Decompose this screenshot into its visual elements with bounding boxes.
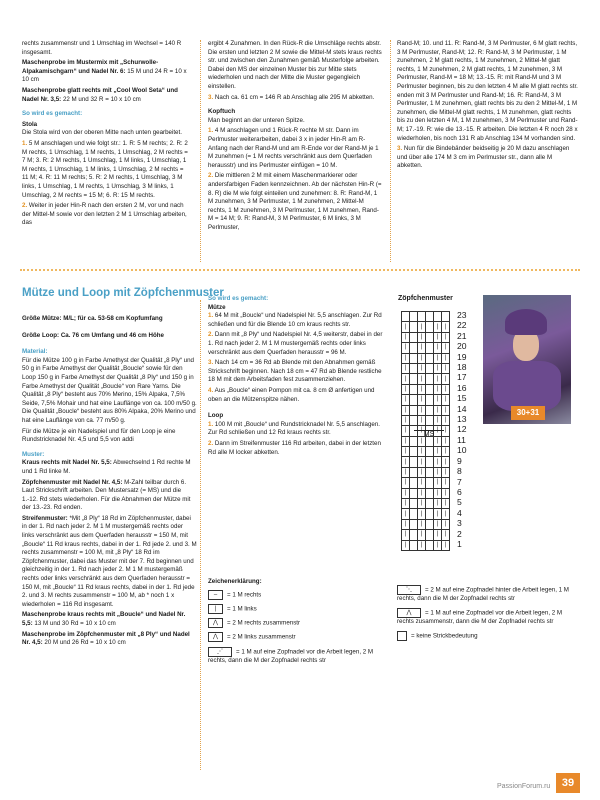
chart-cell	[426, 478, 434, 488]
chart-cell	[426, 447, 434, 457]
chart-cell	[426, 353, 434, 363]
chart-row	[402, 312, 450, 322]
paragraph: Rand-M; 10. und 11. R: Rand-M, 3 M Perlmuster, 6 M glatt rechts, 3 M Perlmuster, Rand-M; 12. R: Rand-M, 3 M Perlmuster, 1 M zunehmen, 2 M glatt rechts, 1 M zunehmen, 2 Mittel-M glatt rechts, 1 M zunehmen, 2 M glatt rechts, 1 M zunehmen, 3 M Perlmuster, Rand-M = 18 M; 13.-15. R: mit Rand-M und 3 M Perlmuster beginnen, bis zu den letzten 4 M alle M glatt rechts str. enden mit 3 M Perlmuster und Rand-M; 16. R: Rand-M, 3 M Perlmuster, 1 M zunehmen, glatt rechts bis zu den 2 Mittel-M, 1 M zunehmen, die Mittel-M glatt rechts, 1 M zunehmen, glatt rechts bis zu den letzten 4 M, 1 M zunehmen, 3 M Perlmuster und Rand-M; 17.-19. R: wie die 13.-15. R arbeiten. Die letzten 4 R noch 28 x wiederholen, bis noch 131 R ab Anschlag 134 M vorhanden sind.	[397, 40, 578, 142]
scarf-shape	[493, 361, 561, 411]
chart-cell	[442, 312, 450, 322]
section-heading: So wird es gemacht:	[22, 110, 83, 118]
chart-cell: |	[442, 374, 450, 384]
chart-cell	[410, 332, 418, 342]
chart-cell: |	[434, 426, 442, 436]
top-column-2	[208, 40, 383, 234]
chart-row-number: 18	[457, 362, 467, 373]
pattern-text: Abwechselnd 1 Rd rechte M und 1 Rd linke M.	[22, 459, 191, 475]
chart-cell: |	[442, 509, 450, 519]
step-number: 3.	[208, 93, 214, 101]
chart-cell: |	[434, 540, 442, 550]
chart-cell: |	[434, 322, 442, 332]
empty-square-icon	[397, 631, 407, 641]
chart-row-number: 23	[457, 310, 467, 320]
chart-cell: |	[418, 457, 426, 467]
chart-cell: |	[418, 519, 426, 529]
legend-right	[397, 585, 577, 643]
chart-cell	[426, 530, 434, 540]
chart-cell: |	[442, 395, 450, 405]
chart-row-number: 5	[457, 497, 462, 508]
chart-row-number: 14	[457, 403, 467, 414]
chart-row-number: 21	[457, 330, 467, 341]
column-divider	[390, 40, 391, 262]
step-number: 2.	[208, 439, 214, 447]
chart-cell: |	[434, 478, 442, 488]
step-text: Dann mit „8 Ply“ und Nadelspiel Nr. 4,5 weiterstr, dabei in der 1. Rd nach jeder 2. M 1 M mustergemäß rechts oder links verschränkt aus dem Querfaden herausstr = 96 M.	[208, 331, 383, 356]
chart-cell: |	[402, 353, 410, 363]
material-heading: Material:	[22, 348, 48, 356]
chart-cell	[410, 499, 418, 509]
step-text: Nach ca. 61 cm = 146 R ab Anschlag alle 295 M abketten.	[214, 93, 375, 101]
photo-badge: 30+31	[511, 406, 545, 420]
chart-cell: |	[442, 478, 450, 488]
legend-text: = keine Strickbedeutung	[411, 632, 478, 640]
chart-cell	[426, 499, 434, 509]
chart-cell	[426, 374, 434, 384]
chart-cell: |	[442, 353, 450, 363]
chart-cell: |	[402, 415, 410, 425]
chart-row	[402, 405, 450, 415]
chart-cell: |	[434, 509, 442, 519]
chart-row-number: 19	[457, 351, 467, 362]
chart-row	[402, 509, 450, 519]
step-text: 100 M mit „Boucle“ und Rundstricknadel Nr. 5,5 anschlagen. Zur Rd schließen und 12 Rd kraus rechts str.	[208, 420, 380, 437]
chart-cell	[426, 312, 434, 322]
chart-cell: |	[418, 509, 426, 519]
chart-row	[402, 530, 450, 540]
chart-cell: |	[434, 436, 442, 446]
chart-cell: |	[434, 353, 442, 363]
chart-cell: |	[434, 374, 442, 384]
chart-cell: |	[418, 499, 426, 509]
chart-cell: |	[418, 530, 426, 540]
chart-cell	[410, 540, 418, 550]
legend-symbol-icon: ⋀	[208, 632, 223, 642]
chart-cell: |	[442, 540, 450, 550]
subheading: Mütze	[208, 303, 226, 311]
legend-symbol-icon: |	[208, 604, 223, 614]
chart-cell: |	[442, 343, 450, 353]
chart-cell: |	[402, 332, 410, 342]
subheading: Kopftuch	[208, 108, 236, 116]
muster-heading: Muster:	[22, 450, 45, 458]
chart-cell	[426, 363, 434, 373]
chart-cell: |	[442, 457, 450, 467]
chart-cell	[426, 322, 434, 332]
subheading: Loop	[208, 412, 224, 420]
top-column-3	[397, 40, 578, 173]
chart-cell	[410, 488, 418, 498]
pattern-label: Zöpfchenmuster mit Nadel Nr. 4,5:	[22, 478, 123, 486]
chart-row-number: 2	[457, 528, 462, 539]
size-info: Größe Mütze: M/L; für ca. 53-58 cm Kopfumfang	[22, 315, 163, 322]
chart-row-number: 7	[457, 476, 462, 487]
legend-text: = 1 M auf eine Zopfnadel vor die Arbeit legen, 2 M rechts, dann die M der Zopfnadel rechts str	[208, 648, 374, 664]
chart-cell	[410, 457, 418, 467]
step-text: Nun für die Bindebänder beidseitig je 20 M dazu anschlagen und über alle 174 M 3 cm im Perlmuster str., dann alle M abketten.	[397, 145, 570, 170]
gauge-label: Maschenprobe kraus rechts mit „Boucle“ und Nadel Nr. 5,5:	[22, 611, 186, 627]
chart-cell	[410, 353, 418, 363]
chart-cell: |	[402, 405, 410, 415]
chart-cell	[410, 322, 418, 332]
chart-cell: |	[418, 332, 426, 342]
chart-cell	[410, 405, 418, 415]
chart-cell: |	[402, 488, 410, 498]
chart-cell	[410, 395, 418, 405]
chart-cell	[426, 384, 434, 394]
step-number: 1.	[208, 312, 214, 320]
chart-cell	[410, 509, 418, 519]
chart-cell: |	[418, 540, 426, 550]
step-text: 5 M anschlagen und wie folgt str.: 1. R: 5 M rechts; 2. R: 2 M rechts, 1 Umschlag, 1 M rechts, 1 Umschlag, 2 M rechts = 7 M; 3. R: 2 M rechts, 1 Umschlag, 1 M links, 1 Umschlag, 1 M rechts, 1 Umschlag, 1 M links, 1 Umschlag, 2 M rechts = 11 M; 4. R: 11 M rechts; 5. R: 2 M rechts, 1 Umschlag, 3 M links, 1 Umschlag, 1 M rechts, 1 Umschlag, 3 M links, 1 Umschlag, 2 M rechts = 15 M; 6. R: 15 M rechts.	[22, 139, 188, 199]
column-divider	[200, 300, 201, 770]
chart-cell: |	[418, 374, 426, 384]
chart-row-number: 1	[457, 538, 462, 549]
cable-right-icon: ⋱	[397, 585, 421, 595]
pattern-label: Streifenmuster:	[22, 514, 68, 522]
step-text: Die mittleren 2 M mit einem Maschenmarkierer oder andersfarbigen Faden kennzeichnen. Ab der nächsten Hin-R (= 8. R) die M wie folgt einteilen und zunehmen: 8. R: Rand-M, 1 M zunehmen, 3 M Perlmuster, 1 M zunehmen, 2 Mittel-M rechts, 1 M zunehmen, 3 M Perlmuster, 1 M zunehmen, Rand-M = 14 M; 9. R: Rand-M, 3 M Perlmuster, 6 M links, 3 M Perlmuster,	[208, 172, 382, 231]
chart-row	[402, 384, 450, 394]
chart-cell: |	[442, 488, 450, 498]
section-divider	[20, 269, 580, 271]
stola-text: Die Stola wird von der oberen Mitte nach unten gearbeitet.	[22, 129, 182, 137]
gauge-text: 15 M und 24 R = 10 x 10 cm	[22, 67, 187, 84]
section-heading: So wird es gemacht:	[208, 295, 269, 302]
chart-row	[402, 332, 450, 342]
chart-row-number: 12	[457, 424, 467, 435]
step-text: Weiter in jeder Hin-R nach den ersten 2 M, vor und nach der Mittel-M sowie vor den letzten 2 M 1 Umschlag arbeiten, das	[22, 202, 187, 227]
chart-row	[402, 374, 450, 384]
chart-cell	[434, 312, 442, 322]
chart-cell: |	[402, 467, 410, 477]
chart-cell: |	[418, 395, 426, 405]
hat-shape	[505, 309, 547, 335]
gauge-text: 20 M und 26 Rd = 10 x 10 cm	[44, 639, 126, 647]
chart-cell: |	[434, 447, 442, 457]
step-number: 2.	[208, 172, 214, 180]
gauge-text: 22 M und 32 R = 10 x 10 cm	[62, 95, 141, 103]
lower-column-left	[22, 315, 197, 650]
step-number: 1.	[208, 420, 214, 428]
top-column-1	[22, 40, 190, 230]
chart-row	[402, 457, 450, 467]
chart-cell: |	[442, 363, 450, 373]
chart-cell: |	[434, 519, 442, 529]
chart-cell: |	[442, 405, 450, 415]
gauge-text: 13 M und 30 Rd = 10 x 10 cm	[34, 620, 116, 627]
chart-cell: |	[418, 426, 426, 436]
chart-cell: |	[402, 540, 410, 550]
step-number: 2.	[22, 202, 28, 210]
chart-cell: |	[442, 415, 450, 425]
chart-cell: |	[418, 405, 426, 415]
chart-row-number: 6	[457, 486, 462, 497]
chart-cell: |	[434, 415, 442, 425]
chart-row-number: 20	[457, 341, 467, 352]
gauge-label: Maschenprobe im Mustermix mit „Schurwolle-Alpakamischgarn“ und Nadel Nr. 6:	[22, 59, 159, 75]
chart-row	[402, 343, 450, 353]
chart-row-number: 4	[457, 507, 462, 518]
chart-cell: |	[402, 395, 410, 405]
chart-cell: |	[434, 384, 442, 394]
chart-cell: |	[434, 363, 442, 373]
intro-text: rechts zusammenstr und 1 Umschlag im Wechsel = 140 R insgesamt.	[22, 40, 182, 56]
chart-cell: |	[442, 499, 450, 509]
needles-text: Für die Mütze je ein Nadelspiel und für den Loop je eine Rundstricknadel Nr. 4,5 und 5,5 von addi	[22, 427, 176, 444]
chart-cell	[426, 509, 434, 519]
chart-cell: |	[402, 343, 410, 353]
chart-cell: |	[442, 322, 450, 332]
chart-cell: |	[402, 478, 410, 488]
chart-cell	[410, 478, 418, 488]
chart-cell: |	[434, 395, 442, 405]
chart-cell: |	[418, 478, 426, 488]
chart-cell	[426, 467, 434, 477]
chart-cell: |	[442, 530, 450, 540]
step-number: 1.	[208, 127, 214, 135]
chart-cell: |	[418, 488, 426, 498]
legend-text: = 2 M rechts zusammenstr	[227, 619, 301, 627]
chart-cell: |	[434, 457, 442, 467]
chart-row	[402, 415, 450, 425]
chart-cell: |	[434, 499, 442, 509]
pattern-text: M-Zahl teilbar durch 6. Laut Strickschrift arbeiten. Den Mustersatz (= MS) und die 1.-12. Rd stets wiederholen. Für die Abnahmen der Mütze mit der 13.-23. Rd enden.	[22, 478, 191, 512]
step-number: 3.	[208, 359, 214, 367]
chart-cell: |	[442, 519, 450, 529]
chart-cell: |	[402, 322, 410, 332]
step-number: 2.	[208, 331, 214, 339]
chart-cell: |	[402, 374, 410, 384]
chart-cell: |	[434, 488, 442, 498]
pattern-text: *Mit „8 Ply“ 18 Rd im Zöpfchenmuster, dabei in der 1. Rd nach jeder 2. M 1 M mustergemäß rechts oder links verschränkt aus dem Querfaden herausstr = 150 M, mit „Boucle“ 11 Rd kraus rechts, dabei in der 1. Rd jede 2. und 3. M rechts zusammenstr = 100 M, mit „8 Ply“ 18 Rd im Zöpfchenmuster, dabei das Muster mit der 7. Rd beginnen und gleichzeitig in der 1. Rd nach jeder 2. M 1 M mustergemäß rechts oder links verschränkt aus dem Querfaden herausstr = 150 M, mit „Boucle“ 11 Rd kraus rechts, dabei in der 1. Rd jede 2. und 3. M rechts zusammenstr = 100 M, ab * noch 1 x wiederholen = 116 Rd insgesamt.	[22, 514, 197, 608]
cable-left-icon: ⋰	[208, 647, 232, 657]
chart-row-number: 13	[457, 414, 467, 425]
legend-item	[208, 604, 388, 614]
chart-row	[402, 353, 450, 363]
chart-cell	[418, 312, 426, 322]
chart-cell: |	[402, 447, 410, 457]
chart-cell	[410, 467, 418, 477]
chart-row-number: 10	[457, 445, 467, 456]
chart-cell: |	[418, 322, 426, 332]
legend-text: = 1 M auf eine Zopfnadel vor die Arbeit legen, 2 M rechts zusammenstr, dann die M der Zopfnadel rechts str	[397, 609, 563, 626]
step-text: Nach 14 cm = 36 Rd ab Blende mit den Abnahmen gemäß Strickschrift beginnen. Nach 18 cm = 47 Rd ab Blende restliche 18 M mit dem Arbeitsfaden fest zusammenziehen.	[208, 359, 382, 384]
step-text: Dann im Streifenmuster 116 Rd arbeiten, dabei in der letzten Rd alle M locker abketten.	[208, 439, 381, 456]
chart-cell: |	[402, 509, 410, 519]
chart-row	[402, 447, 450, 457]
step-number: 1.	[22, 139, 28, 147]
site-credit: PassionForum.ru	[497, 783, 551, 790]
chart-row-numbers	[457, 310, 467, 549]
chart-cell	[426, 343, 434, 353]
column-divider	[200, 40, 201, 262]
subheading: Stola	[22, 120, 38, 128]
paragraph: ergibt 4 Zunahmen. In den Rück-R die Umschläge rechts abstr. Die ersten und letzten 2 M sowie die Mittel-M stets kraus rechts str. und zwischen den Zunahmen gemäß Musterfolge arbeiten. Dabei den MS der einzelnen Muster bis zur Mitte stets wiederholen und nach der Mitte die Muster gegengleich einstellen.	[208, 40, 382, 90]
chart-row	[402, 322, 450, 332]
chart-row	[402, 519, 450, 529]
legend-text: = 2 M auf eine Zopfnadel hinter die Arbeit legen, 1 M rechts, dann die M der Zopfnadel rechts str	[397, 586, 569, 603]
chart-cell	[410, 384, 418, 394]
chart-cell	[410, 415, 418, 425]
chart-cell: |	[418, 436, 426, 446]
chart-cell: |	[434, 405, 442, 415]
step-number: 4.	[208, 386, 214, 394]
chart-cell	[426, 332, 434, 342]
gauge-label: Maschenprobe glatt rechts mit „Cool Wool Seta“ und Nadel Nr. 3,5:	[22, 86, 178, 103]
pattern-label: Kraus rechts mit Nadel Nr. 5,5:	[22, 459, 112, 467]
legend-item	[208, 590, 388, 600]
chart-cell: |	[402, 457, 410, 467]
chart-ms-label: MS	[414, 430, 444, 438]
chart-cell	[426, 488, 434, 498]
chart-cell: |	[434, 467, 442, 477]
chart-row	[402, 478, 450, 488]
chart-cell	[426, 395, 434, 405]
chart-cell	[410, 519, 418, 529]
chart-cell	[410, 530, 418, 540]
chart-row	[402, 488, 450, 498]
chart-cell	[426, 415, 434, 425]
chart-cell: |	[418, 467, 426, 477]
chart-cell: |	[418, 384, 426, 394]
material-text: Für die Mütze 100 g in Farbe Amethyst der Qualität „8 Ply“ und 50 g in Farbe Amethyst der Qualität „Boucle“ sowie für den Loop 150 g in Farbe Amethyst der Qualität „8 Ply“ und 150 g in Farbe Amethyst der Qualität „Boucle“ von Rare Yarns. Die Qualität „8 Ply“ besteht aus 70% Merino, 15% Alpaka, 7,5% Seide, 7,5% Mohair und hat eine Lauflänge von ca. 100 m/50 g. Die Qualität „Boucle“ besteht aus 80% Alpaka, 20% Merino und hat eine Lauflänge von ca. 77 m/50 g.	[22, 356, 197, 424]
legend-symbol-icon: –	[208, 590, 223, 600]
chart-row-number: 11	[457, 434, 466, 445]
chart-row	[402, 395, 450, 405]
chart-cell: |	[442, 332, 450, 342]
chart-cell: |	[442, 436, 450, 446]
chart-cell: |	[434, 332, 442, 342]
chart-cell: |	[418, 353, 426, 363]
legend-symbol-icon: ⋀	[208, 618, 223, 628]
cable-dec-icon: ⋀	[397, 608, 421, 618]
chart-row	[402, 363, 450, 373]
chart-row	[402, 467, 450, 477]
chart-cell	[426, 405, 434, 415]
chart-cell: |	[442, 426, 450, 436]
size-info: Größe Loop: Ca. 76 cm Umfang und 46 cm Höhe	[22, 331, 164, 339]
legend-item	[208, 618, 388, 628]
step-text: 64 M mit „Boucle“ und Nadelspiel Nr. 5,5 anschlagen. Zur Rd schließen und für die Blende 10 cm kraus rechts str.	[208, 312, 382, 328]
chart-cell: |	[402, 426, 410, 436]
page-number: 39	[556, 773, 580, 793]
model-photo	[483, 295, 571, 424]
step-number: 3.	[397, 145, 403, 153]
chart-cell: |	[418, 415, 426, 425]
legend-text: = 2 M links zusammenstr	[227, 633, 296, 641]
chart-row	[402, 499, 450, 509]
chart-cell	[402, 312, 410, 322]
legend	[208, 578, 388, 667]
lower-column-middle	[208, 295, 383, 459]
chart-cell: |	[402, 436, 410, 446]
section-title: Mütze und Loop mit Zöpfchenmuster	[22, 287, 224, 299]
step-text: 4 M anschlagen und 1 Rück-R rechte M str. Dann im Perlmuster weiterarbeiten, dabei 3 x in jeder Hin-R am R-Anfang nach der Rand-M und am R-Ende vor der Rand-M je 1 M zunehmen (= 1 M rechts verschränkt aus dem Querfaden herausstr) und ins Perlmuster einfügen = 10 M.	[208, 127, 379, 169]
chart-cell: |	[402, 363, 410, 373]
chart-cell: |	[402, 530, 410, 540]
step-text: Aus „Boucle“ einen Pompon mit ca. 8 cm Ø anfertigen und oben an die Mützenspitze nähen.	[208, 386, 375, 403]
legend-text: = 1 M links	[227, 605, 257, 613]
gauge-label: Maschenprobe im Zöpfchenmuster mit „8 Ply“ und Nadel Nr. 4,5:	[22, 630, 190, 647]
chart-row	[402, 540, 450, 550]
chart-cell	[426, 457, 434, 467]
chart-cell: |	[418, 363, 426, 373]
chart-cell: |	[442, 447, 450, 457]
kopftuch-text: Man beginnt an der unteren Spitze.	[208, 116, 305, 124]
chart-cell: |	[434, 530, 442, 540]
chart-cell: |	[402, 499, 410, 509]
chart-cell	[410, 447, 418, 457]
chart-cell: |	[418, 343, 426, 353]
chart-cell: |	[402, 519, 410, 529]
chart-row-number: 17	[457, 372, 467, 383]
chart-cell	[410, 312, 418, 322]
chart-cell	[410, 343, 418, 353]
chart-row-number: 16	[457, 382, 467, 393]
chart-cell: |	[442, 467, 450, 477]
legend-text: = 1 M rechts	[227, 591, 262, 599]
chart-row-number: 22	[457, 320, 467, 331]
chart-cell: |	[402, 384, 410, 394]
chart-cell	[426, 540, 434, 550]
chart-row-number: 8	[457, 466, 462, 477]
legend-item	[208, 632, 388, 642]
chart-cell: |	[418, 447, 426, 457]
chart-row-number: 9	[457, 455, 462, 466]
chart-cell: |	[442, 384, 450, 394]
chart-row-number: 3	[457, 518, 462, 529]
legend-heading: Zeichenerklärung:	[208, 578, 262, 585]
chart-cell: |	[434, 343, 442, 353]
chart-cell	[426, 519, 434, 529]
chart-cell	[410, 374, 418, 384]
chart-cell	[410, 363, 418, 373]
chart-title: Zöpfchenmuster	[398, 295, 453, 302]
chart-row-number: 15	[457, 393, 467, 404]
